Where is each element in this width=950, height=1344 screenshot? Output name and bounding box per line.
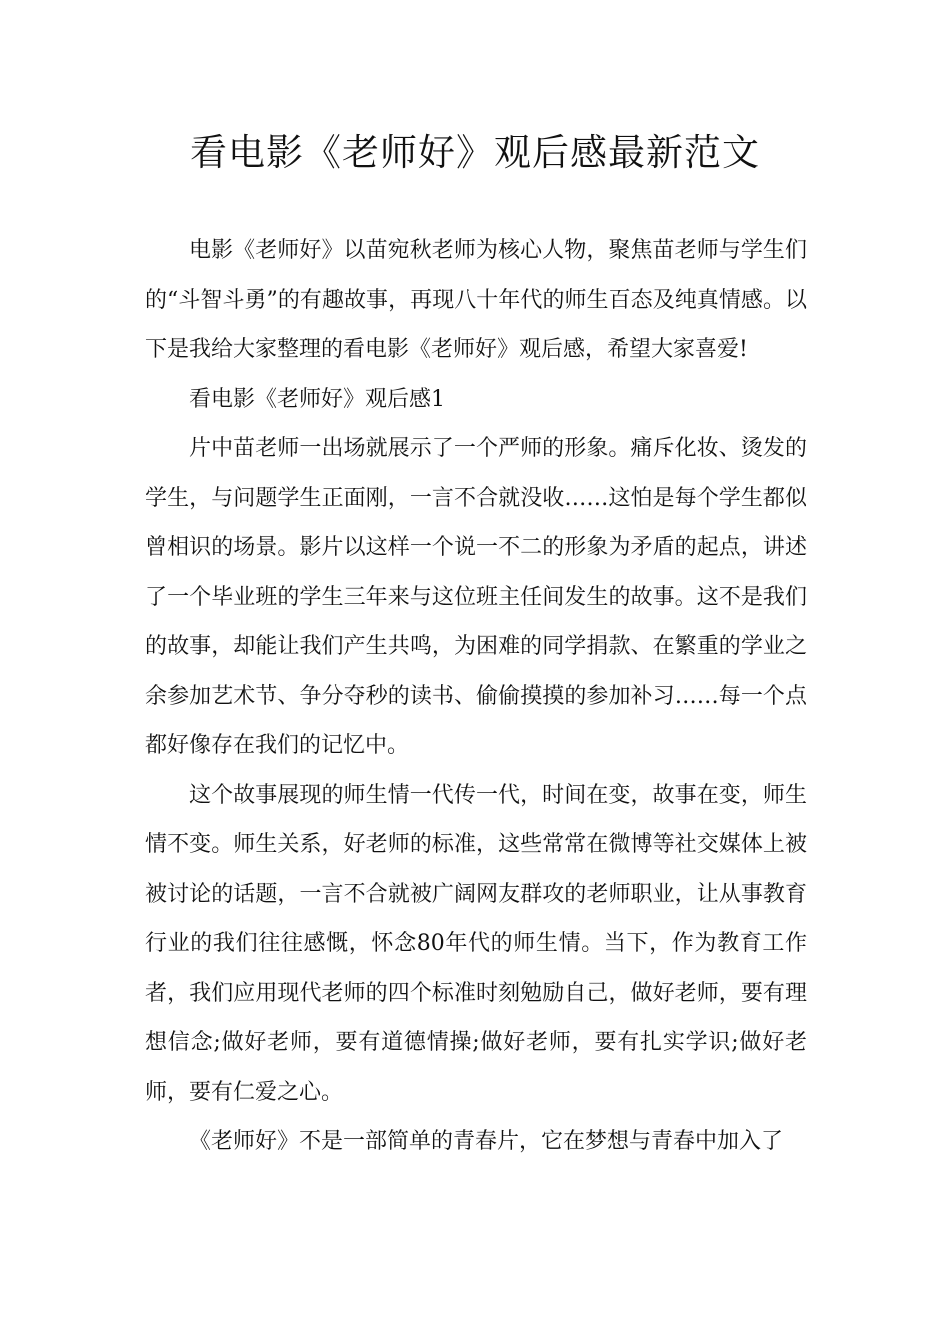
body-paragraph: 这个故事展现的师生情一代传一代，时间在变，故事在变，师生情不变。师生关系，好老师的标准，这些常常在微博等社交媒体上被被讨论的话题，一言不合就被广阔网友群攻的老师职业，让从事教育行业的我们往往感慨，怀念80年代的师生情。当下，作为教育工作者，我们应用现代老师的四个标准时刻勉励自己，做好老师，要有理想信念;做好老师，要有道德情操;做好老师，要有扎实学识;做好老师，要有仁爱之心。 — [145, 782, 807, 1105]
body-paragraph: 《老师好》不是一部简单的青春片，它在梦想与青春中加入了 — [189, 1129, 784, 1154]
document-title: 看电影《老师好》观后感最新范文 — [190, 131, 760, 174]
section-heading: 看电影《老师好》观后感1 — [189, 386, 445, 412]
document-body — [145, 226, 807, 1167]
body-paragraph: 片中苗老师一出场就展示了一个严师的形象。痛斥化妆、烫发的学生，与问题学生正面刚，一言不合就没收……这怕是每个学生都似曾相识的场景。影片以这样一个说一不二的形象为矛盾的起点，讲述了一个毕业班的学生三年来与这位班主任间发生的故事。这不是我们的故事，却能让我们产生共鸣，为困难的同学捐款、在繁重的学业之余参加艺术节、争分夺秒的读书、偷偷摸摸的参加补习……每一个点都好像存在我们的记忆中。 — [145, 436, 807, 758]
intro-paragraph: 电影《老师好》以苗宛秋老师为核心人物，聚焦苗老师与学生们的“斗智斗勇”的有趣故事，再现八十年代的师生百态及纯真情感。以下是我给大家整理的看电影《老师好》观后感，希望大家喜爱! — [145, 238, 807, 362]
